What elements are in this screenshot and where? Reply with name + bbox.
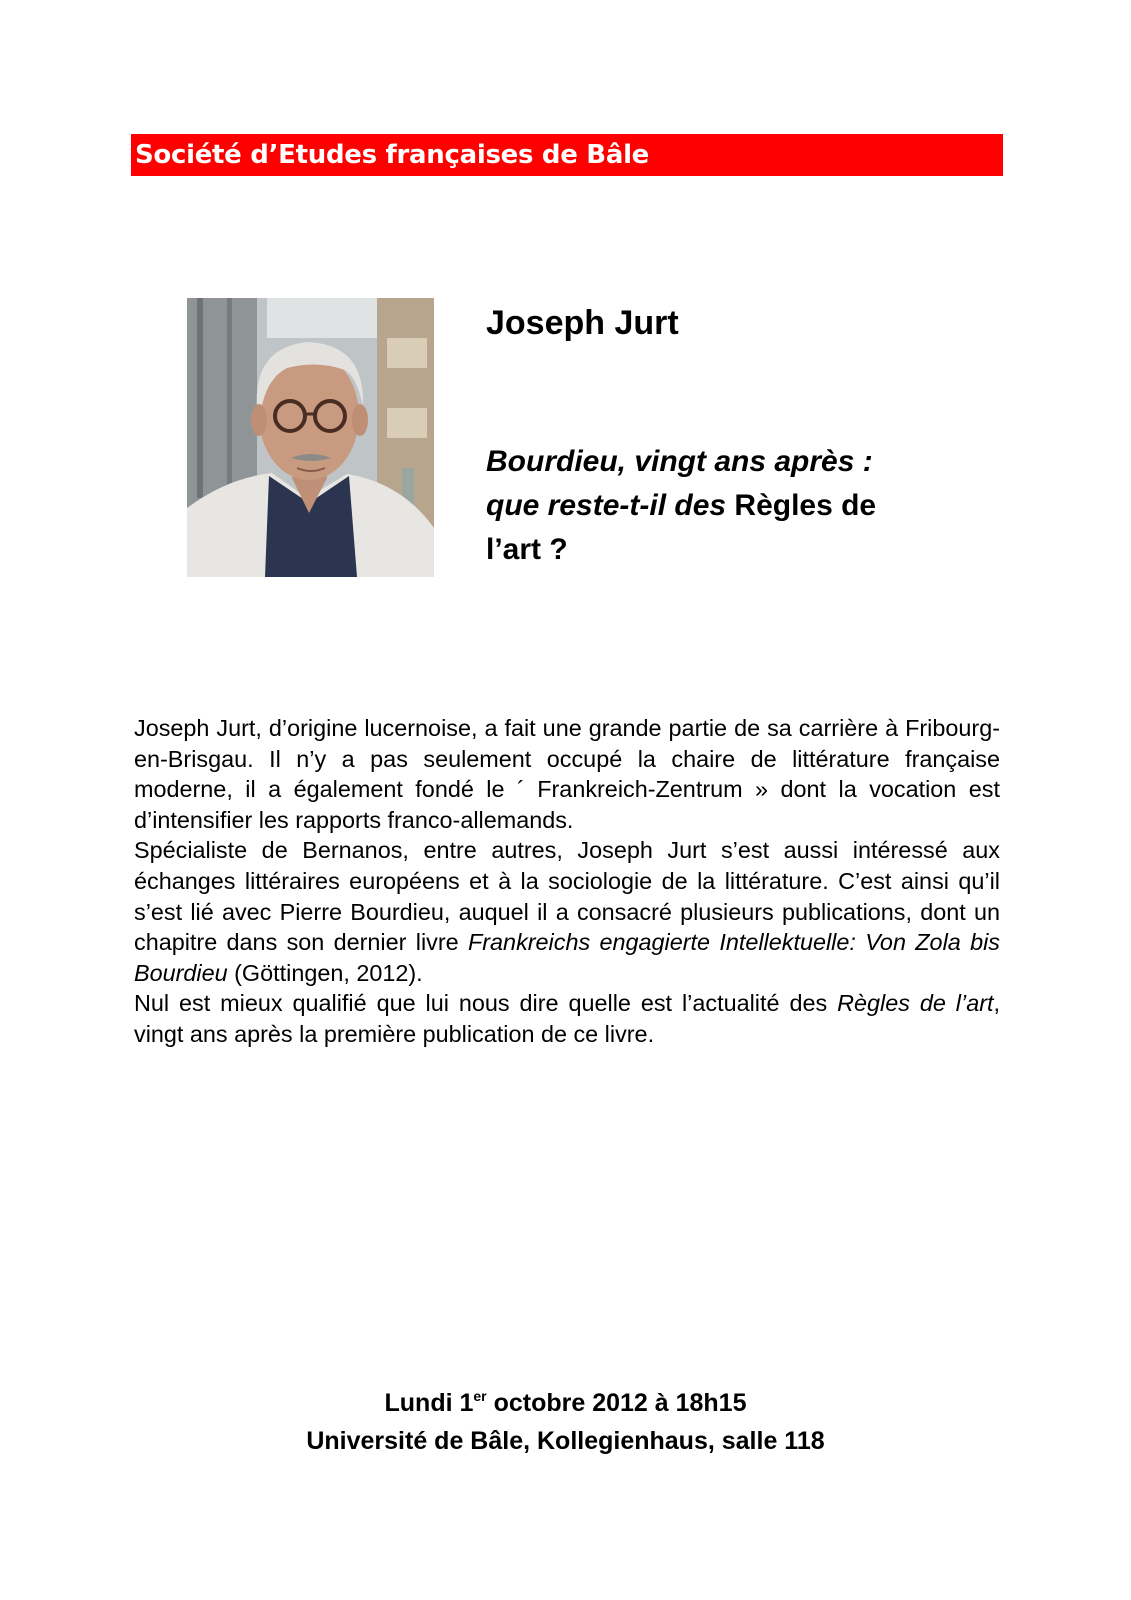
lecture-title-book-part: Règles de (726, 489, 877, 522)
speaker-name: Joseph Jurt (486, 304, 679, 342)
bio-paragraph-3-end: , vingt ans après la première publication de ce livre. (134, 990, 1000, 1047)
event-date (0, 1384, 1131, 1422)
event-details (0, 1384, 1131, 1460)
speaker-photo (187, 298, 434, 577)
lecture-title-italic-part: que reste-t-il des (486, 489, 727, 522)
society-name: Société d’Etudes françaises de Bâle (135, 140, 650, 170)
book-title-regles: Règles de l’art (837, 990, 994, 1017)
event-ordinal: er (473, 1388, 487, 1404)
event-date-rest: octobre 2012 à 18h15 (486, 1389, 747, 1417)
event-venue: Université de Bâle, Kollegienhaus, salle 118 (306, 1427, 825, 1455)
bio-paragraph-2-text: Spécialiste de Bernanos, entre autres, Joseph Jurt s’est aussi intéressé aux échanges littéraires européens et à la sociologie de la littérature. C’est ainsi qu’il s’est lié avec Pierre Bourdieu, auquel il a consacré plusieurs publications, dont un chapitre dans son dernier livre (134, 837, 1000, 956)
event-day: Lundi 1 (384, 1389, 474, 1417)
header-banner (131, 134, 1003, 176)
book-title-frankreichs: Frankreichs engagierte Intellektuelle: Von Zola bis Bourdieu (134, 929, 1000, 986)
lecture-title-line-2 (486, 484, 986, 528)
speaker-biography (134, 713, 1000, 1050)
bio-paragraph-2-end: (Göttingen, 2012). (227, 959, 423, 986)
bio-paragraph-3-text: Nul est mieux qualifié que lui nous dire quelle est l’actualité des (134, 990, 838, 1017)
bio-paragraph-1: Joseph Jurt, d’origine lucernoise, a fait une grande partie de sa carrière à Fribourg-en-Brisgau. Il n’y a pas seulement occupé la chaire de littérature française moderne, il a également fondé le ´ Frankreich-Zentrum » dont la vocation est d’intensifier les rapports franco-allemands. (134, 715, 1000, 833)
lecture-title-line-1: Bourdieu, vingt ans après : (486, 445, 873, 478)
lecture-title (486, 440, 986, 572)
bio-paragraph-2 (134, 835, 1000, 988)
bio-paragraph-3 (134, 988, 1000, 1049)
lecture-title-line-3: l’art ? (486, 533, 568, 566)
